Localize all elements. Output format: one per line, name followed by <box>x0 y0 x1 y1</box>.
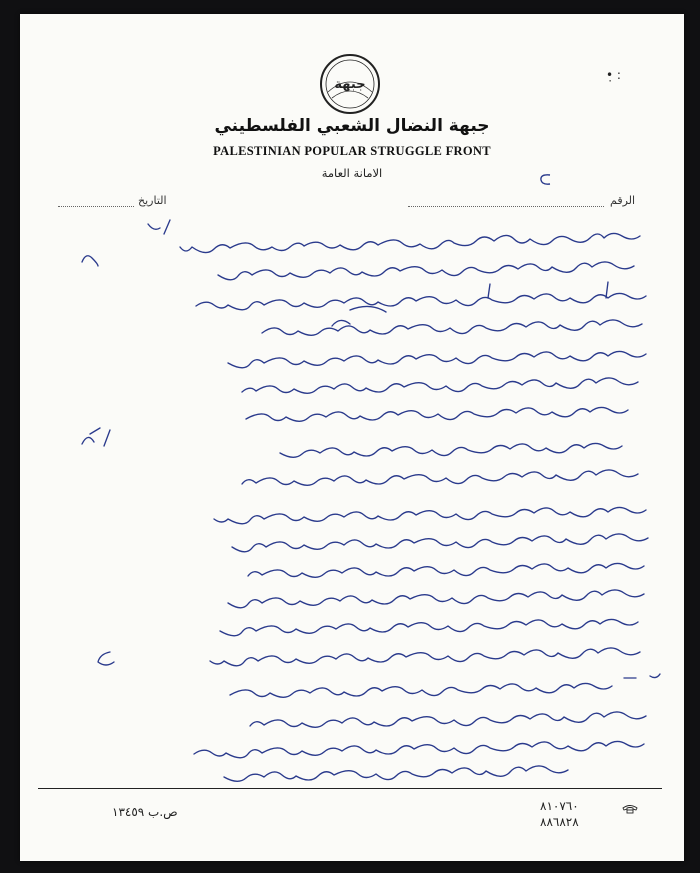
number-field-label: الرقم <box>610 194 636 207</box>
po-box-number: ص.ب ١٣٤٥٩ <box>112 805 178 819</box>
organization-name-english: PALESTINIAN POPULAR STRUGGLE FRONT <box>213 144 491 158</box>
letter-page <box>20 14 684 861</box>
handwritten-letter-body <box>20 14 684 861</box>
phone-number-1: ٨١٠٧٦٠ <box>540 799 579 813</box>
phone-numbers <box>540 798 650 830</box>
telephone-icon <box>622 804 638 814</box>
footer-divider <box>38 788 662 789</box>
department-title: الامانة العامة <box>321 166 383 180</box>
corner-mark: •̣ ꞉ <box>606 68 621 82</box>
phone-number-2: ٨٨٦٨٢٨ <box>540 815 579 829</box>
date-field-label: التاريخ <box>138 194 167 207</box>
svg-text:جبهة: جبهة <box>334 77 366 92</box>
organization-name-arabic: جبهة النضال الشعبي الفلسطيني <box>214 116 490 136</box>
